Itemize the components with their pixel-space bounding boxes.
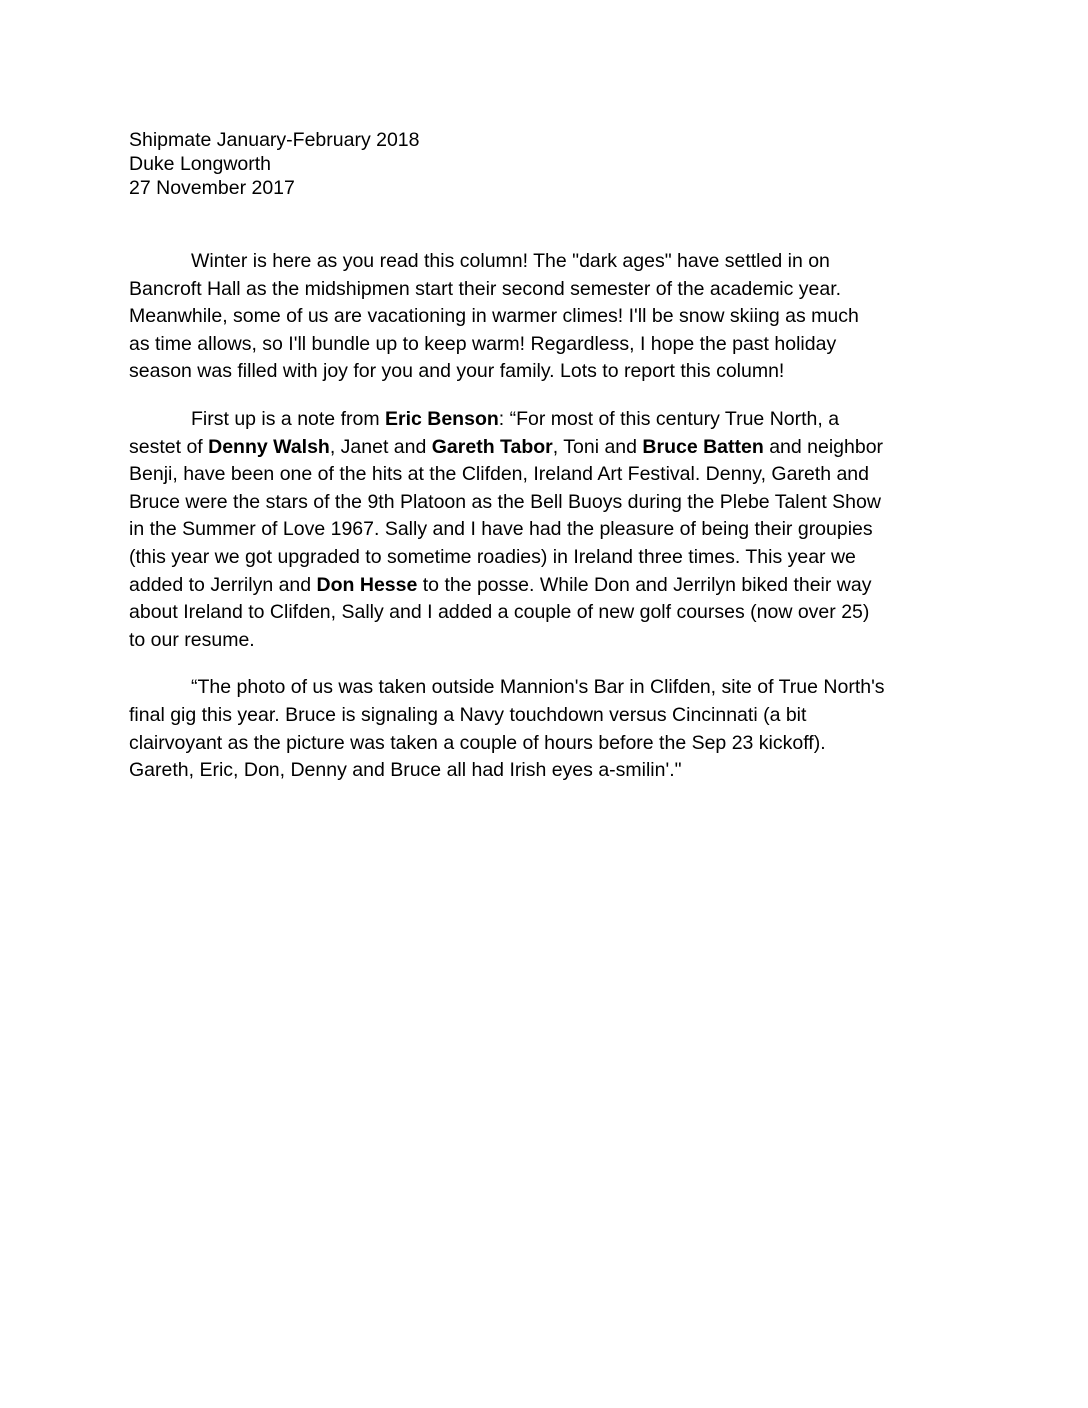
text-run: to the posse. While Don and Jerrilyn biked their way (417, 573, 872, 596)
text-run: added to Jerrilyn and (129, 573, 317, 596)
paragraph-line: about Ireland to Clifden, Sally and I added a couple of new golf courses (now over 25) (129, 601, 870, 624)
paragraph-line: in the Summer of Love 1967. Sally and I have had the pleasure of being their groupies (129, 518, 873, 541)
paragraph-line: season was filled with joy for you and your family. Lots to report this column! (129, 360, 785, 383)
paragraph-line (129, 572, 969, 600)
paragraph-line: Gareth, Eric, Don, Denny and Bruce all had Irish eyes a-smilin'." (129, 759, 682, 782)
document-header (129, 128, 420, 200)
paragraph-eric-benson-note (129, 406, 969, 654)
paragraph-line: Winter is here as you read this column! The "dark ages" have settled in on (191, 250, 830, 272)
text-run: , Toni and (552, 435, 643, 458)
paragraph-line: Meanwhile, some of us are vacationing in warmer climes! I'll be snow skiing as much (129, 305, 859, 328)
person-name: Gareth Tabor (431, 435, 553, 458)
person-name: Don Hesse (316, 573, 418, 596)
paragraph-line: clairvoyant as the picture was taken a couple of hours before the Sep 23 kickoff). (129, 731, 826, 754)
paragraph-line (129, 406, 969, 434)
paragraph-intro (129, 248, 969, 386)
text-run: , Janet and (329, 435, 432, 458)
person-name: Bruce Batten (642, 435, 764, 458)
paragraph-line: (this year we got upgraded to sometime roadies) in Ireland three times. This year we (129, 545, 856, 568)
paragraph-line: “The photo of us was taken outside Mannion's Bar in Clifden, site of True North's (191, 676, 885, 699)
paragraph-line: as time allows, so I'll bundle up to keep warm! Regardless, I hope the past holiday (129, 332, 837, 355)
text-run: sestet of (129, 435, 209, 458)
document-body (129, 248, 969, 805)
paragraph-line (129, 434, 969, 462)
person-name: Denny Walsh (208, 435, 330, 458)
date-line: 27 November 2017 (129, 177, 295, 199)
paragraph-line: to our resume. (129, 628, 255, 651)
paragraph-photo-caption (129, 674, 969, 784)
text-run: First up is a note from (191, 407, 385, 430)
publication-line: Shipmate January-February 2018 (129, 129, 420, 151)
author-line: Duke Longworth (129, 153, 272, 175)
paragraph-line: Benji, have been one of the hits at the Clifden, Ireland Art Festival. Denny, Gareth and (129, 463, 870, 486)
person-name: Eric Benson (384, 407, 499, 430)
text-run: and neighbor (763, 435, 884, 458)
paragraph-line: final gig this year. Bruce is signaling a Navy touchdown versus Cincinnati (a bit (129, 703, 807, 726)
text-run: : “For most of this century True North, a (498, 407, 840, 430)
paragraph-line: Bancroft Hall as the midshipmen start their second semester of the academic year. (129, 277, 842, 300)
paragraph-line: Bruce were the stars of the 9th Platoon as the Bell Buoys during the Plebe Talent Show (129, 490, 881, 513)
